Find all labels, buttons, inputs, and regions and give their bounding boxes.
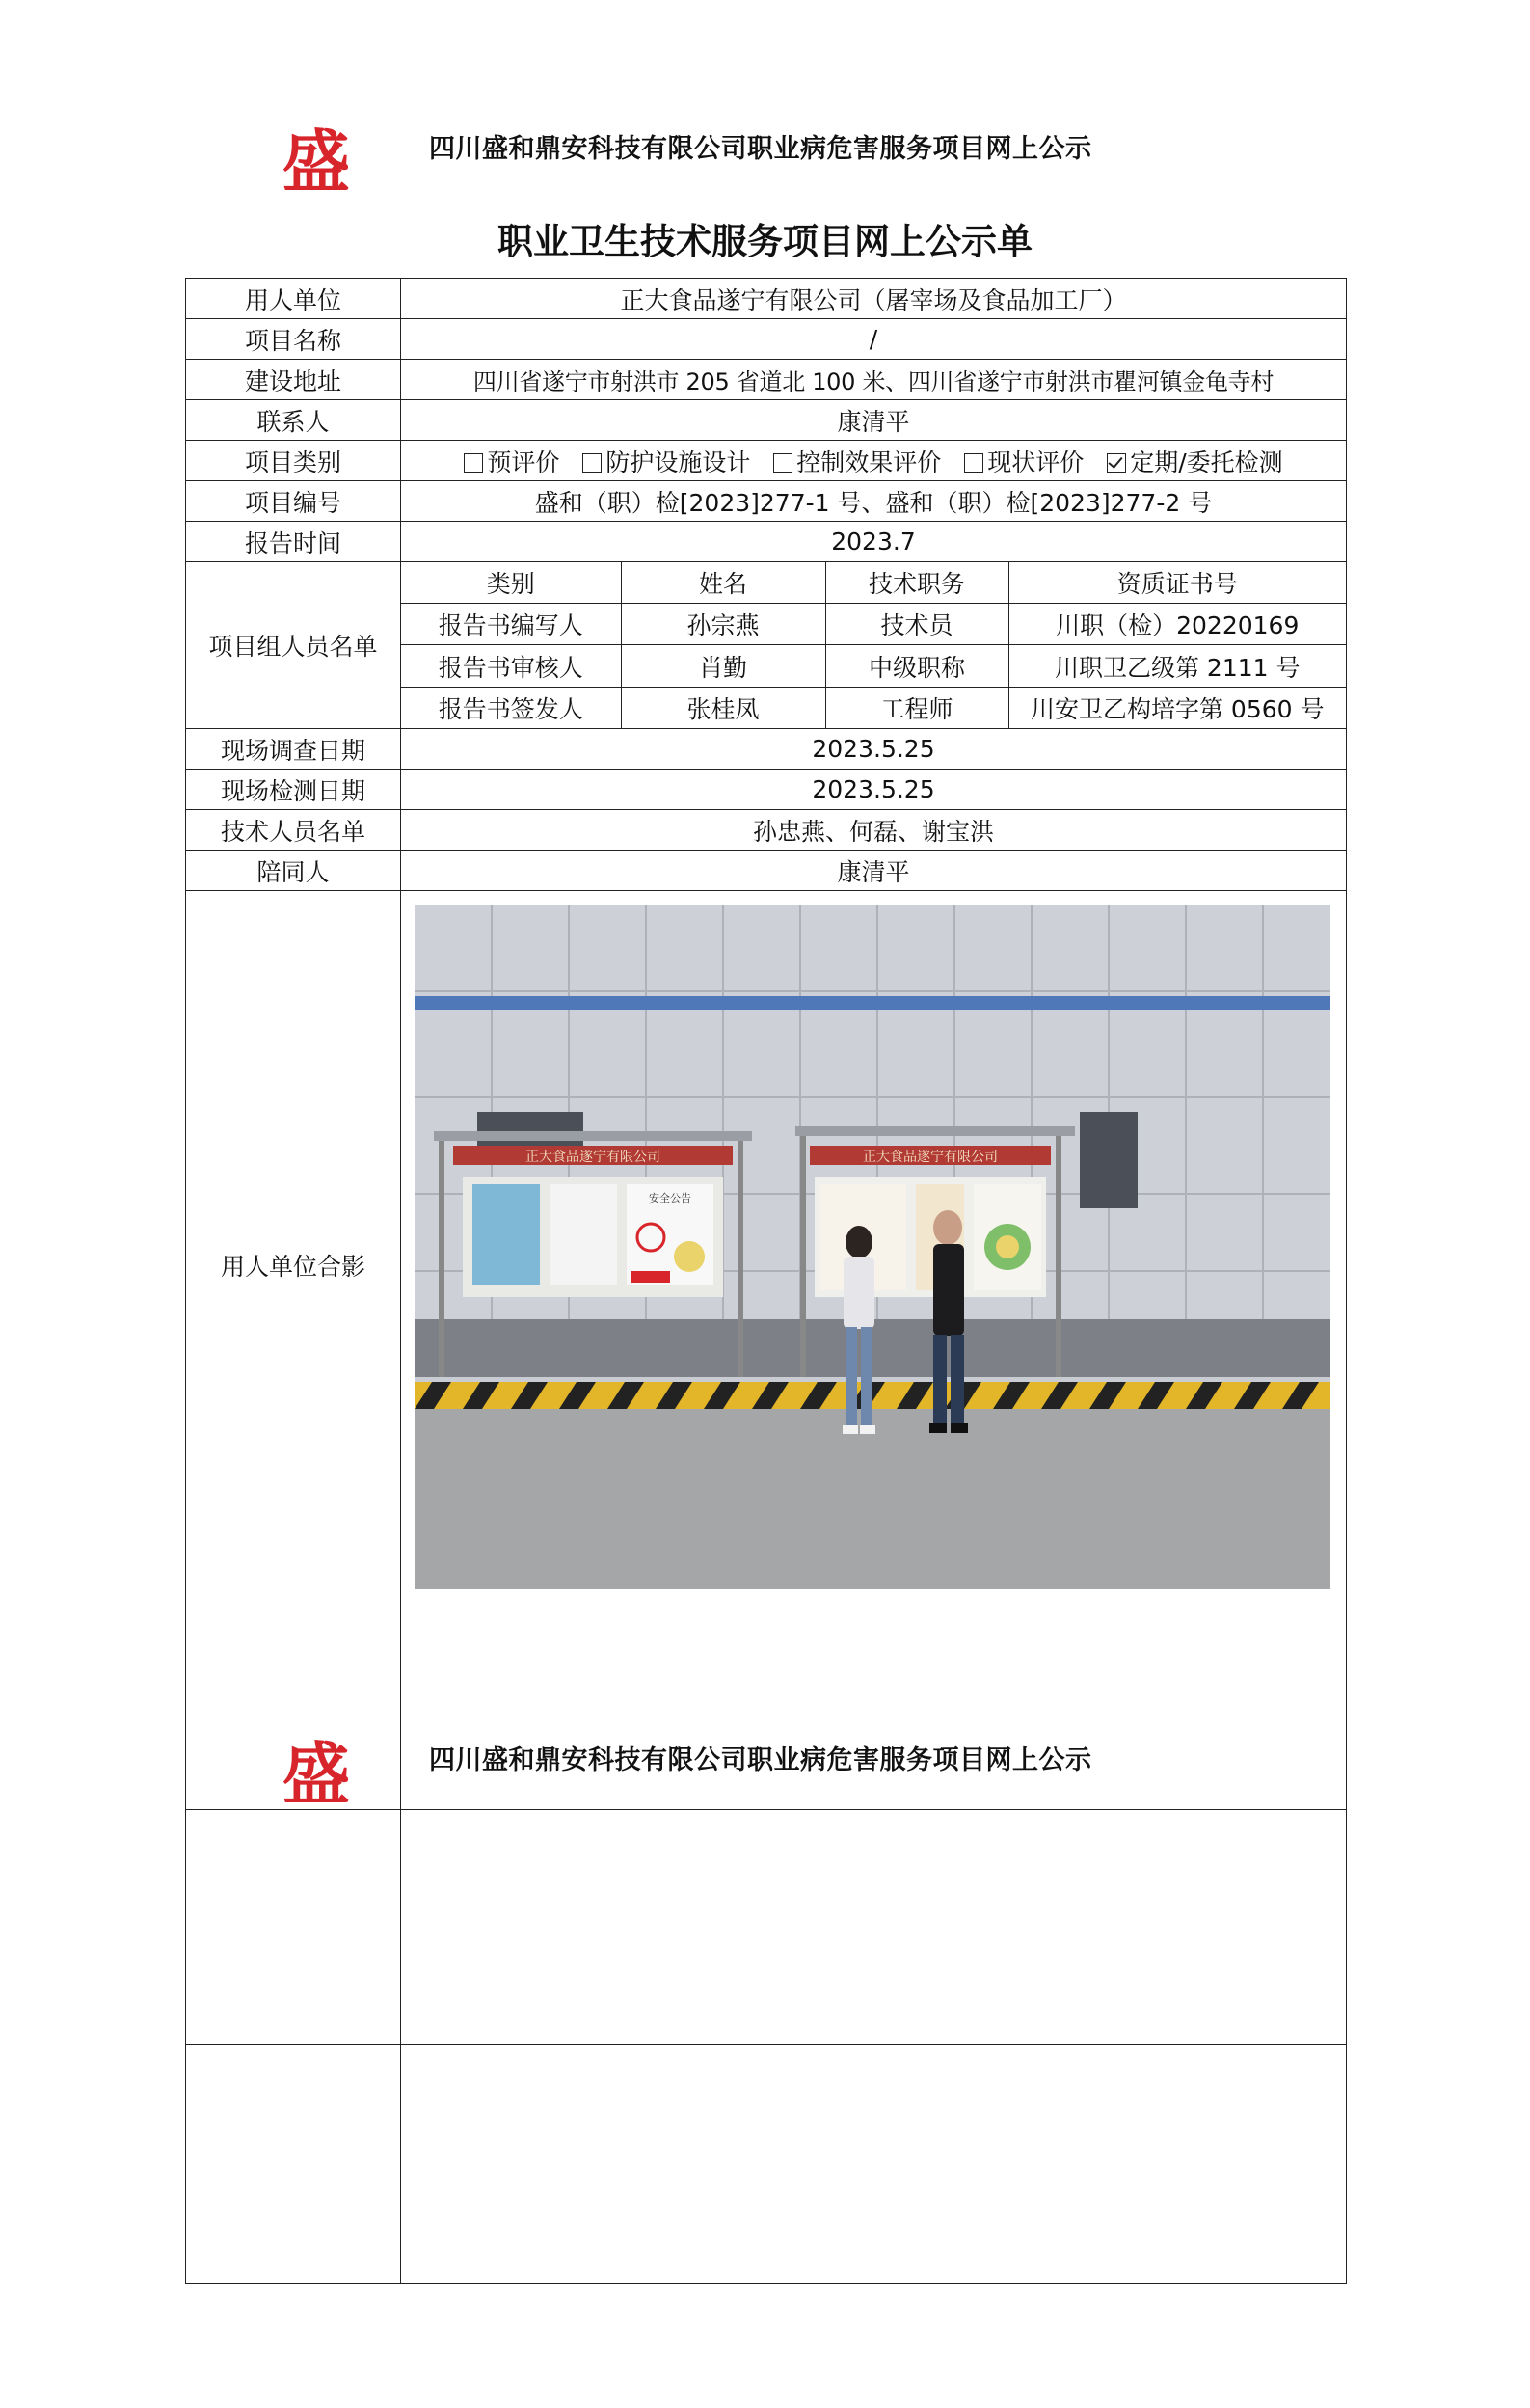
report-time-value: 2023.7	[401, 522, 1347, 562]
checkbox-icon	[464, 453, 483, 473]
row-escort	[186, 851, 1347, 891]
option-control-effect: 控制效果评价	[773, 448, 941, 476]
escort-value: 康清平	[401, 851, 1347, 891]
team-header-category: 类别	[401, 562, 621, 604]
team-table	[401, 562, 1346, 728]
team-cell: 中级职称	[825, 645, 1008, 687]
continuation-value-cell	[401, 1810, 1347, 2284]
continuation-table	[185, 1809, 1347, 2284]
team-cell: 肖勤	[621, 645, 825, 687]
company-logo	[280, 123, 353, 199]
row-address	[186, 360, 1347, 400]
table-row	[401, 687, 1346, 728]
option-pre-evaluation: 预评价	[464, 448, 559, 476]
svg-text:正大食品遂宁有限公司: 正大食品遂宁有限公司	[525, 1150, 660, 1165]
team-cell: 张桂凤	[621, 687, 825, 728]
team-header-certificate: 资质证书号	[1008, 562, 1346, 604]
row-project-name	[186, 319, 1347, 360]
team-label: 项目组人员名单	[186, 562, 401, 729]
row-project-type	[186, 441, 1347, 481]
team-header-name: 姓名	[621, 562, 825, 604]
option-status-evaluation: 现状评价	[964, 448, 1084, 476]
survey-date-label: 现场调查日期	[186, 729, 401, 770]
checkbox-icon	[964, 453, 983, 473]
header-company-line: 四川盛和鼎安科技有限公司职业病危害服务项目网上公示	[429, 134, 1092, 164]
option-protection-design: 防护设施设计	[582, 448, 750, 476]
survey-date-value: 2023.5.25	[401, 729, 1347, 770]
contact-value: 康清平	[401, 400, 1347, 441]
address-label: 建设地址	[186, 360, 401, 400]
document-title: 职业卫生技术服务项目网上公示单	[497, 220, 1033, 262]
row-report-time	[186, 522, 1347, 562]
row-contact	[186, 400, 1347, 441]
checkbox-icon	[582, 453, 602, 473]
employer-value: 正大食品遂宁有限公司（屠宰场及食品加工厂）	[401, 279, 1347, 319]
option-periodic-testing: 定期/委托检测	[1107, 448, 1282, 476]
company-logo-page2	[280, 1736, 353, 1811]
continuation-label-cell	[186, 1810, 401, 2284]
svg-text:盛: 盛	[282, 1736, 350, 1811]
technicians-label: 技术人员名单	[186, 810, 401, 851]
checked-checkbox-icon	[1107, 453, 1126, 473]
test-date-label: 现场检测日期	[186, 770, 401, 810]
team-cell: 报告书签发人	[401, 687, 621, 728]
escort-label: 陪同人	[186, 851, 401, 891]
svg-text:安全公告: 安全公告	[649, 1192, 691, 1204]
team-cell: 工程师	[825, 687, 1008, 728]
table-row	[401, 645, 1346, 687]
team-cell: 报告书编写人	[401, 604, 621, 645]
photo-label: 用人单位合影	[186, 891, 401, 2045]
project-name-label: 项目名称	[186, 319, 401, 360]
row-employer	[186, 279, 1347, 319]
row-technicians	[186, 810, 1347, 851]
team-header-title: 技术职务	[825, 562, 1008, 604]
row-team	[186, 562, 1347, 729]
row-test-date	[186, 770, 1347, 810]
checkbox-icon	[773, 453, 792, 473]
team-cell: 报告书审核人	[401, 645, 621, 687]
team-cell: 川职卫乙级第 2111 号	[1008, 645, 1346, 687]
report-time-label: 报告时间	[186, 522, 401, 562]
project-number-value: 盛和（职）检[2023]277-1 号、盛和（职）检[2023]277-2 号	[401, 481, 1347, 522]
team-cell: 孙宗燕	[621, 604, 825, 645]
group-photo-image	[415, 905, 1330, 1589]
test-date-value: 2023.5.25	[401, 770, 1347, 810]
project-type-label: 项目类别	[186, 441, 401, 481]
team-header-row	[401, 562, 1346, 604]
project-number-label: 项目编号	[186, 481, 401, 522]
svg-text:盛: 盛	[282, 123, 350, 199]
team-cell: 川职（检）20220169	[1008, 604, 1346, 645]
address-value: 四川省遂宁市射洪市 205 省道北 100 米、四川省遂宁市射洪市瞿河镇金龟寺村	[401, 360, 1347, 400]
employer-label: 用人单位	[186, 279, 401, 319]
svg-text:正大食品遂宁有限公司: 正大食品遂宁有限公司	[863, 1150, 998, 1165]
group-photo	[415, 905, 1330, 1589]
header-company-line-page2: 四川盛和鼎安科技有限公司职业病危害服务项目网上公示	[429, 1745, 1092, 1775]
contact-label: 联系人	[186, 400, 401, 441]
team-cell: 技术员	[825, 604, 1008, 645]
project-type-options	[401, 441, 1347, 481]
team-cell: 川安卫乙构培字第 0560 号	[1008, 687, 1346, 728]
row-project-number	[186, 481, 1347, 522]
technicians-value: 孙忠燕、何磊、谢宝洪	[401, 810, 1347, 851]
table-row	[401, 604, 1346, 645]
disclosure-table	[185, 278, 1347, 2045]
row-survey-date	[186, 729, 1347, 770]
project-name-value: /	[401, 319, 1347, 360]
